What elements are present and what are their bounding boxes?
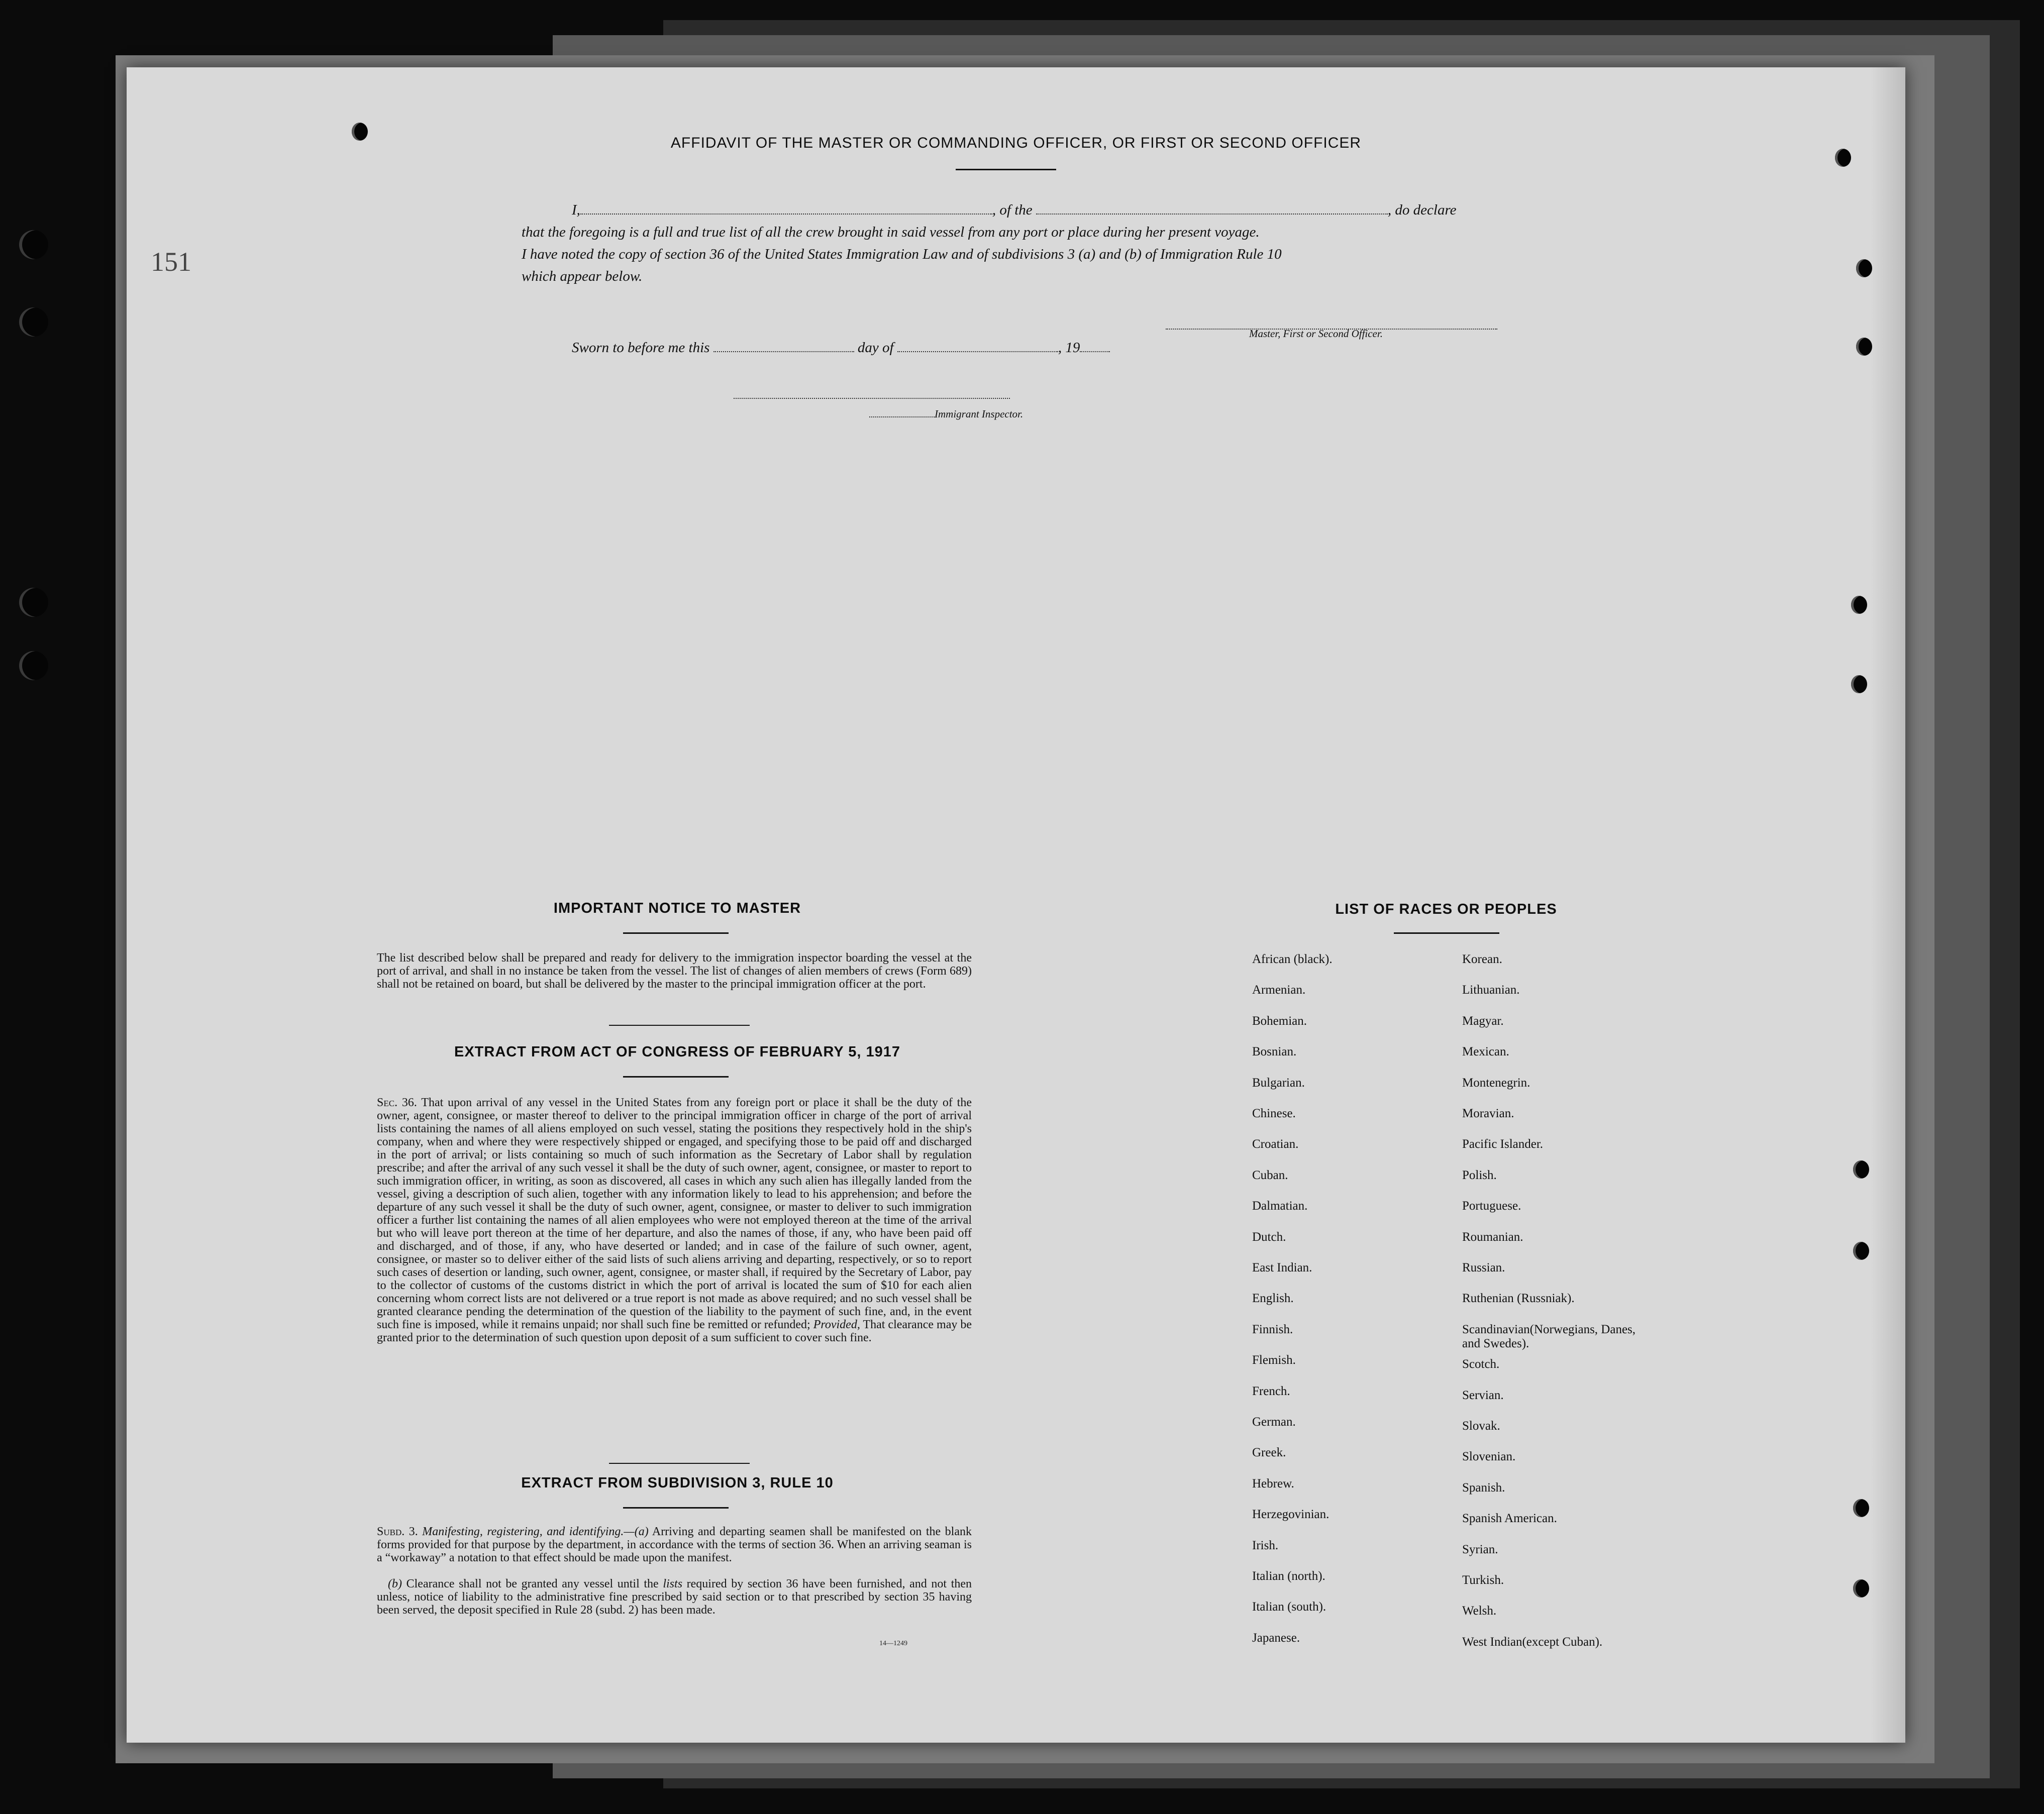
- rule-body-a: [377, 1525, 972, 1564]
- clause-label: (b): [388, 1577, 402, 1590]
- act-text: That upon arrival of any vessel in the United States from any foreign port or place it shall be the duty of the owner, agent, consignee, or master thereof to deliver to the principal immigration officer in charge of the port of arrival lists containing the names of all aliens employed on such vessel, stating the positions they respectively hold in the ship's company, when and where they were respectively shipped or engaged, and specifying those to be paid off and discharged in the port of arrival; or lists containing so much of such information as the Secretary of Labor shall by regulation prescribe; and after the arrival of any such vessel it shall be the duty of such owner, agent, consignee, or master to report to such immigration officer, in writing, as soon as discovered, all cases in which any such alien has illegally landed from the vessel, giving a description of such alien, together with any information likely to lead to his apprehension; and before the departure of any such vessel it shall be the duty of such owner, agent, consignee, or master to deliver to such immigration officer a further list containing the names of all alien employees who were not employed thereon at the time of the arrival but who will leave port thereon at the time of her departure, and also the names of those, if any, who have been paid off and discharged, and of those, if any, who have deserted or landed; and in case of the failure of such owner, agent, consignee, or master so to deliver either of the said lists of such aliens arriving and departing, respectively, or so to report such cases of desertion or landing, such owner, agent, consignee, or master shall, if required by the Secretary of Labor, pay to the collector of customs of the customs district in which the port of arrival is located the sum of $10 for each alien concerning whom correct lists are not delivered or a true report is not made as above required; and no such vessel shall be granted clearance pending the determination of the question of the liability to the payment of such fine, and, in the event such fine is imposed, while it remains unpaid; nor shall such fine be remitted or refunded;: [377, 1096, 972, 1331]
- title-underline: [1394, 932, 1499, 934]
- rule-text-b-tail: required by section 36 have been furnished, and not then unless, notice of liability to the administrative fine prescribed by said section or to that prescribed by section 35 having been served, the deposit specified in Rule 28 (subd. 2) has been made.: [377, 1577, 972, 1617]
- affidavit-line-3: I have noted the copy of section 36 of the United States Immigration Law and of subdivisions 3 (a) and (b) of Immigration Rule 10: [522, 246, 1282, 262]
- name-field[interactable]: [580, 202, 992, 215]
- title-underline: [623, 932, 729, 934]
- affidavit-line-1: [572, 202, 1457, 219]
- provided-word: Provided,: [813, 1318, 860, 1331]
- act-title: EXTRACT FROM ACT OF CONGRESS OF FEBRUARY 5, 1917: [454, 1044, 901, 1060]
- race-item: Roumanian.: [1462, 1230, 1523, 1244]
- section-label: Sec. 36.: [377, 1096, 417, 1109]
- year-field[interactable]: [1080, 340, 1110, 352]
- race-item: Slovak.: [1462, 1419, 1500, 1433]
- race-item: Slovenian.: [1462, 1450, 1516, 1464]
- text: , of the: [992, 202, 1033, 218]
- text: I,: [572, 202, 580, 218]
- race-item: Japanese.: [1252, 1631, 1300, 1645]
- punch-hole: [1851, 675, 1867, 693]
- form-number: 14—1249: [879, 1640, 907, 1647]
- race-item: French.: [1252, 1384, 1290, 1398]
- race-item: Montenegrin.: [1462, 1076, 1530, 1090]
- section-divider: [609, 1463, 750, 1464]
- affidavit-title: AFFIDAVIT OF THE MASTER OR COMMANDING OFFICER, OR FIRST OR SECOND OFFICER: [670, 135, 1362, 151]
- race-item: Irish.: [1252, 1538, 1279, 1552]
- race-item: Korean.: [1462, 952, 1502, 966]
- punch-hole: [19, 230, 48, 259]
- race-item: Ruthenian (Russniak).: [1462, 1292, 1575, 1306]
- notice-title: IMPORTANT NOTICE TO MASTER: [553, 900, 801, 916]
- punch-hole: [1853, 1242, 1869, 1260]
- lists-word: lists: [663, 1577, 683, 1590]
- race-item: Scandinavian(Norwegians, Danes, and Swedes).: [1462, 1322, 1636, 1350]
- race-item: African (black).: [1252, 952, 1333, 966]
- punch-hole: [19, 588, 48, 617]
- race-item: Dutch.: [1252, 1230, 1286, 1244]
- rule-text-a: Arriving and departing seamen shall be manifested on the blank forms provided for that purpose by the department, in accordance with the terms of section 36. When an arriving seaman is a “workaway” a notation to that effect should be made upon the manifest.: [377, 1525, 972, 1564]
- race-item: Bohemian.: [1252, 1014, 1307, 1028]
- race-item: Scotch.: [1462, 1357, 1500, 1371]
- punch-hole: [19, 651, 48, 680]
- punch-hole: [1853, 1579, 1869, 1597]
- sworn-line: [572, 340, 1110, 356]
- punch-hole: [1851, 596, 1867, 614]
- race-item: Portuguese.: [1462, 1199, 1521, 1213]
- race-item: Dalmatian.: [1252, 1199, 1308, 1213]
- rule-body-b: [377, 1577, 972, 1617]
- punch-hole: [1856, 338, 1872, 356]
- race-item: Mexican.: [1462, 1045, 1509, 1059]
- text: Sworn to before me this: [572, 340, 710, 356]
- notice-body: The list described below shall be prepared and ready for delivery to the immigration inspector boarding the vessel at the port of arrival, and shall in no instance be taken from the vessel. The list of changes of alien members of crews (Form 689) shall not be retained on board, but shall be delivered by the master to the principal immigration officer at the port.: [377, 951, 972, 991]
- race-item: Bosnian.: [1252, 1045, 1297, 1059]
- master-caption: Master, First or Second Officer.: [1249, 328, 1383, 340]
- title-underline: [623, 1076, 729, 1078]
- race-item: Herzegovinian.: [1252, 1508, 1330, 1522]
- race-item: Italian (south).: [1252, 1600, 1326, 1614]
- race-item: Cuban.: [1252, 1168, 1288, 1182]
- race-item: English.: [1252, 1292, 1294, 1306]
- text: Immigrant Inspector.: [935, 408, 1024, 420]
- race-item: Magyar.: [1462, 1014, 1504, 1028]
- affidavit-line-4: which appear below.: [522, 268, 643, 284]
- affidavit-line-2: that the foregoing is a full and true list of all the crew brought in said vessel from any port or place during her present voyage.: [522, 224, 1260, 240]
- race-item: Turkish.: [1462, 1573, 1504, 1587]
- race-item: Moravian.: [1462, 1107, 1514, 1120]
- race-item: Italian (north).: [1252, 1569, 1325, 1583]
- text: , 19: [1058, 340, 1080, 356]
- race-item: Lithuanian.: [1462, 983, 1520, 997]
- subdivision-label: Subd. 3.: [377, 1525, 418, 1538]
- race-item: East Indian.: [1252, 1261, 1312, 1274]
- race-item: Pacific Islander.: [1462, 1137, 1544, 1151]
- document-page: [127, 67, 1905, 1743]
- page-edge: [1870, 67, 1905, 1743]
- race-item: West Indian(except Cuban).: [1462, 1635, 1603, 1649]
- inspector-caption: [869, 408, 1023, 420]
- stray-mark: 1‌5‌1: [151, 247, 191, 277]
- race-item: Welsh.: [1462, 1604, 1497, 1618]
- race-item: Syrian.: [1462, 1542, 1498, 1556]
- text: day of: [857, 340, 894, 356]
- text: , do declare: [1387, 202, 1457, 218]
- day-field[interactable]: [713, 340, 854, 352]
- race-item: Croatian.: [1252, 1137, 1299, 1151]
- race-item: Bulgarian.: [1252, 1076, 1305, 1090]
- punch-hole: [1856, 259, 1872, 277]
- race-item: Flemish.: [1252, 1353, 1296, 1367]
- inspector-name-field[interactable]: [869, 409, 935, 417]
- title-underline: [956, 169, 1056, 170]
- race-item: Armenian.: [1252, 983, 1306, 997]
- act-text-tail: That clearance may be granted prior to the determination of such question upon deposit of a sum sufficient to cover such fine.: [377, 1318, 972, 1344]
- punch-hole: [19, 307, 48, 337]
- act-body: [377, 1096, 972, 1344]
- race-item: Polish.: [1462, 1168, 1497, 1182]
- race-item: German.: [1252, 1415, 1296, 1429]
- inspector-signature-field[interactable]: [734, 387, 1010, 399]
- race-item: Spanish.: [1462, 1480, 1505, 1495]
- race-item: Servian.: [1462, 1388, 1504, 1402]
- section-divider: [609, 1025, 750, 1026]
- race-item: Spanish American.: [1462, 1512, 1557, 1526]
- race-item: Chinese.: [1252, 1107, 1296, 1120]
- race-item: Greek.: [1252, 1446, 1286, 1460]
- title-underline: [623, 1507, 729, 1509]
- race-item: Finnish.: [1252, 1322, 1293, 1336]
- punch-hole: [1853, 1160, 1869, 1179]
- rule-text-b: Clearance shall not be granted any vessel until the: [406, 1577, 659, 1590]
- punch-hole: [1853, 1499, 1869, 1517]
- races-title: LIST OF RACES OR PEOPLES: [1335, 901, 1557, 917]
- month-field[interactable]: [897, 340, 1058, 352]
- rule-title: EXTRACT FROM SUBDIVISION 3, RULE 10: [521, 1475, 834, 1491]
- race-item: Russian.: [1462, 1261, 1505, 1274]
- race-item: Hebrew.: [1252, 1476, 1294, 1490]
- rule-heading: Manifesting, registering, and identifying.—(a): [422, 1525, 649, 1538]
- capacity-field[interactable]: [1036, 202, 1388, 215]
